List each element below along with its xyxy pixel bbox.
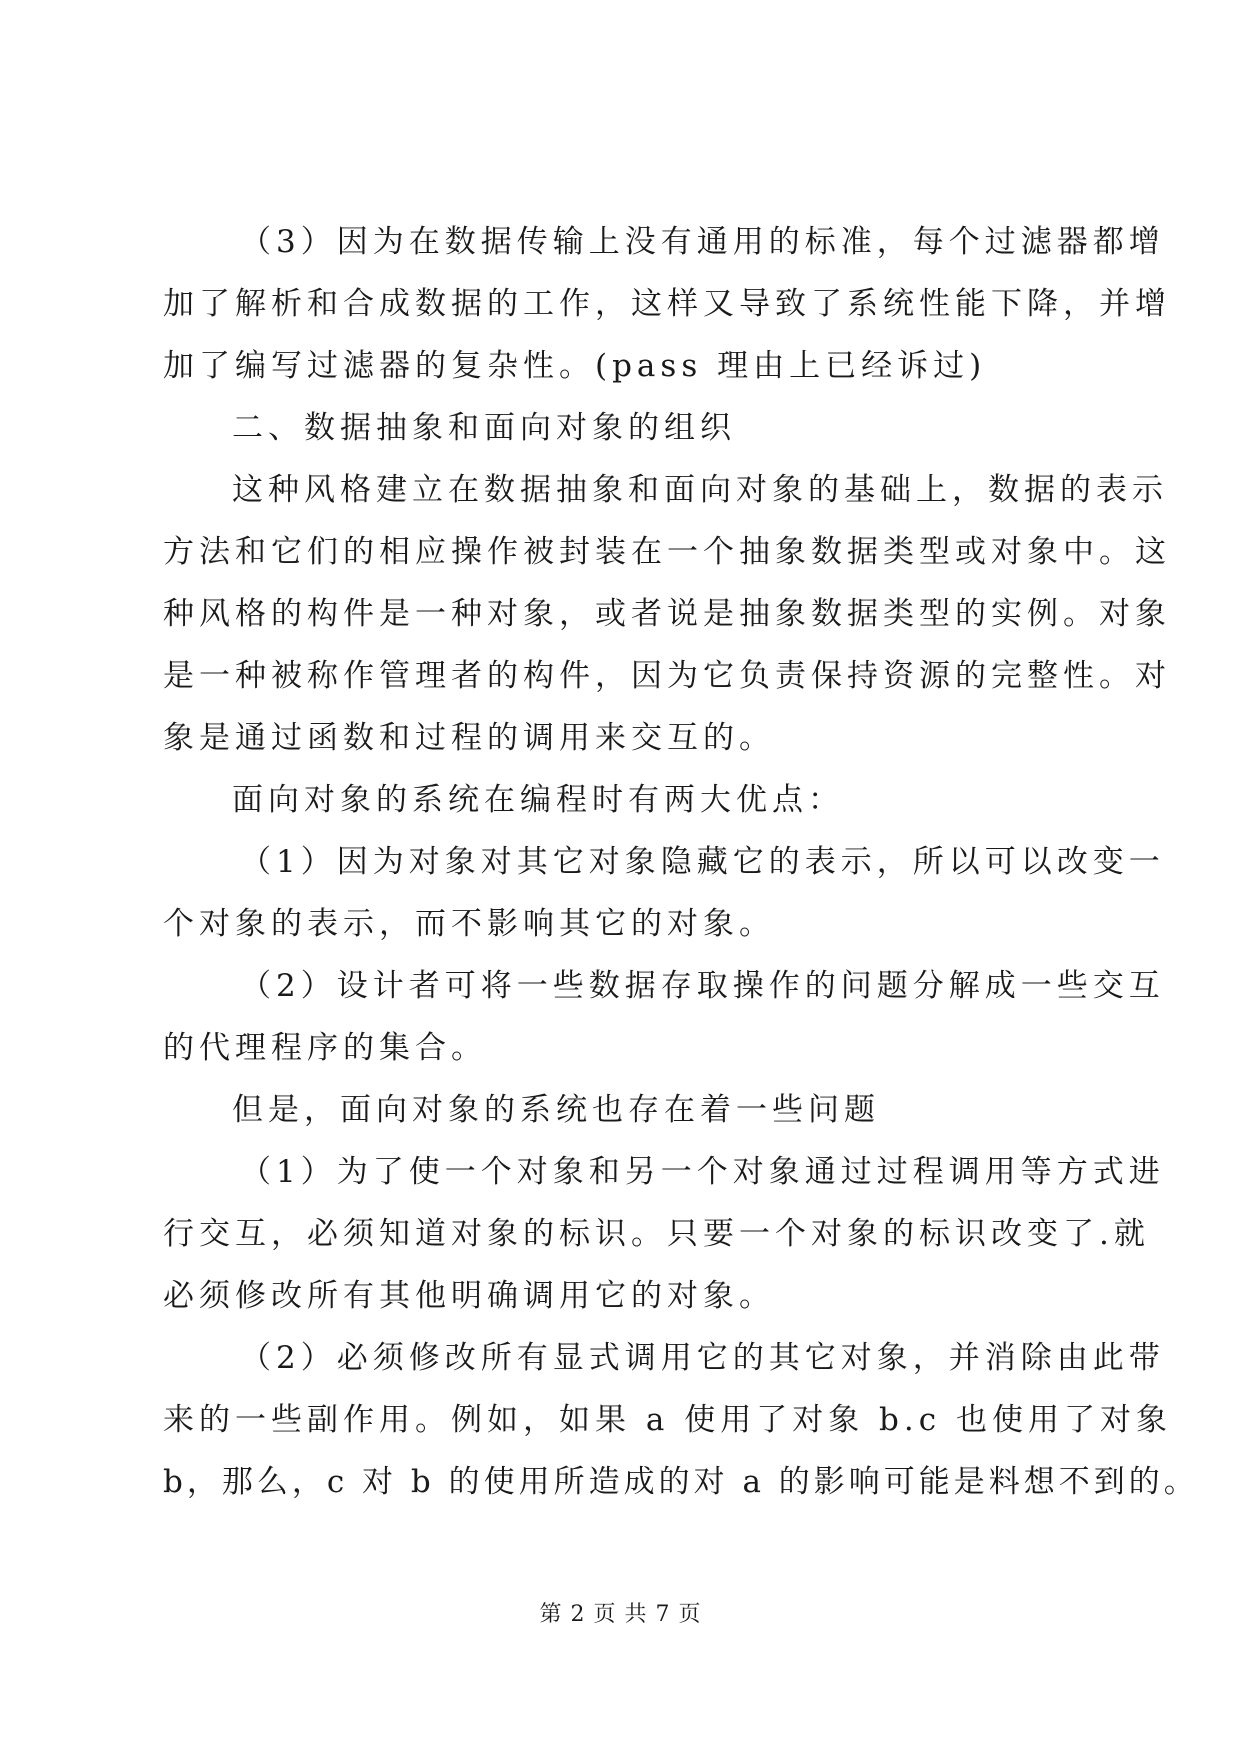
paragraph-line: （1）因为对象对其它对象隐藏它的表示，所以可以改变一 (240, 844, 1165, 880)
paragraph-line: 这种风格建立在数据抽象和面向对象的基础上，数据的表示 (232, 472, 1168, 508)
paragraph-line: （3）因为在数据传输上没有通用的标准，每个过滤器都增 (240, 224, 1165, 260)
paragraph-line: 加了编写过滤器的复杂性。(pass 理由上已经诉过) (163, 348, 987, 384)
paragraph-line: （2）设计者可将一些数据存取操作的问题分解成一些交互 (240, 968, 1165, 1004)
paragraph-line: 加了解析和合成数据的工作，这样又导致了系统性能下降，并增 (163, 286, 1171, 322)
paragraph-line: 种风格的构件是一种对象，或者说是抽象数据类型的实例。对象 (163, 596, 1171, 632)
paragraph-line: 必须修改所有其他明确调用它的对象。 (163, 1278, 775, 1314)
section-heading: 二、数据抽象和面向对象的组织 (232, 410, 736, 446)
paragraph-line: 个对象的表示，而不影响其它的对象。 (163, 906, 775, 942)
page-number-footer: 第 2 页 共 7 页 (539, 1602, 702, 1627)
paragraph-line: 面向对象的系统在编程时有两大优点： (232, 782, 844, 818)
paragraph-line: 但是，面向对象的系统也存在着一些问题 (232, 1092, 880, 1128)
paragraph-line: 来的一些副作用。例如，如果 a 使用了对象 b.c 也使用了对象 (163, 1402, 1172, 1438)
paragraph-line: （2）必须修改所有显式调用它的其它对象，并消除由此带 (240, 1340, 1165, 1376)
paragraph-line: 方法和它们的相应操作被封装在一个抽象数据类型或对象中。这 (163, 534, 1171, 570)
paragraph-line: 的代理程序的集合。 (163, 1030, 487, 1066)
paragraph-line: b，那么，c 对 b 的使用所造成的对 a 的影响可能是料想不到的。 (163, 1464, 1199, 1500)
paragraph-line: 是一种被称作管理者的构件，因为它负责保持资源的完整性。对 (163, 658, 1171, 694)
paragraph-line: 象是通过函数和过程的调用来交互的。 (163, 720, 775, 756)
paragraph-line: 行交互，必须知道对象的标识。只要一个对象的标识改变了.就 (163, 1216, 1150, 1252)
paragraph-line: （1）为了使一个对象和另一个对象通过过程调用等方式进 (240, 1154, 1165, 1190)
